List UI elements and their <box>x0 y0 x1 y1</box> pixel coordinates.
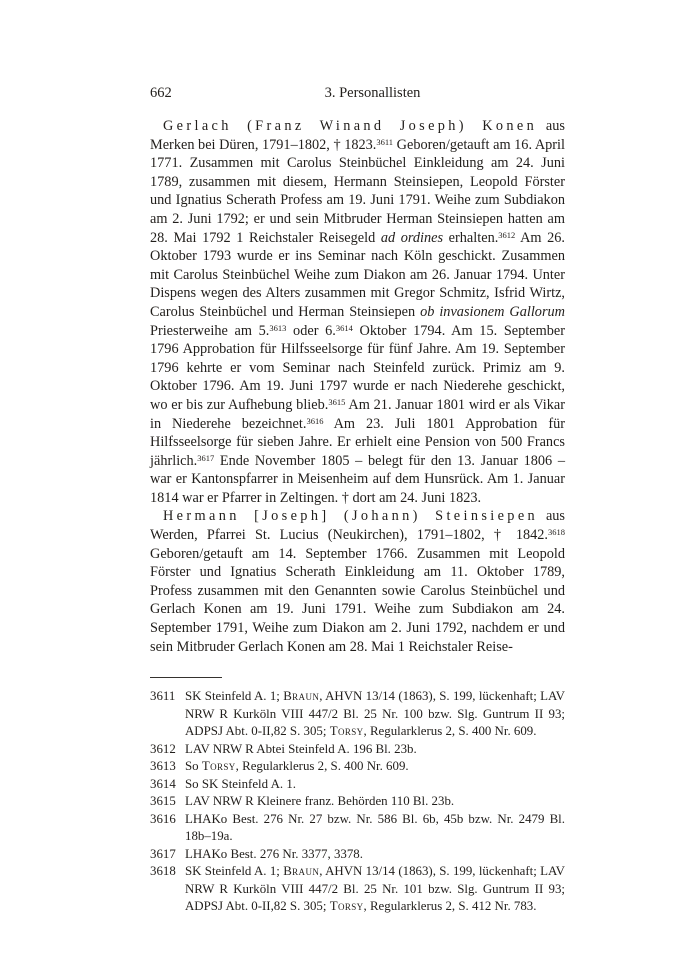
footnote-list <box>150 688 565 916</box>
footnote-text <box>185 863 565 916</box>
footnote-marker: 3614 <box>335 322 353 333</box>
text-segment: , Regularklerus 2, S. 412 Nr. 783. <box>363 899 537 914</box>
text-segment: LAV NRW R Abtei Steinfeld A. 196 Bl. 23b. <box>185 741 417 756</box>
text-segment: So <box>185 759 202 774</box>
letterspaced-name: Gerlach (Franz Winand Joseph) Konen <box>163 118 538 134</box>
footnote-text <box>185 846 565 864</box>
footnote-item <box>150 846 565 864</box>
text-segment: SK Steinfeld A. 1; <box>185 689 284 704</box>
text-segment: oder 6. <box>286 322 336 339</box>
italic-text-segment: ob invasionem Gallorum <box>420 303 565 320</box>
footnote-number: 3611 <box>150 689 176 704</box>
footnote-marker: 3617 <box>197 452 215 463</box>
footnote-item <box>150 776 565 794</box>
paragraph <box>150 507 565 656</box>
footnote-marker: 3618 <box>548 527 565 538</box>
text-segment: erhalten. <box>443 229 499 246</box>
footnote-item <box>150 688 565 741</box>
text-segment: , Regularklerus 2, S. 400 Nr. 609. <box>363 724 537 739</box>
text-segment: SK Steinfeld A. 1; <box>185 864 284 879</box>
page-number: 662 <box>150 85 172 101</box>
footnote-number: 3615 <box>150 794 176 809</box>
footnote-number: 3614 <box>150 776 176 791</box>
text-segment: Am 23. Juli 1801 Approbation für Hilfsseelsorge für sieben Jahre. Er erhielt eine Pension von 500 Francs jährlich. <box>150 415 565 469</box>
footnote-marker: 3616 <box>306 415 324 426</box>
text-segment: Ende November 1805 – belegt für den 13. Januar 1806 – war er Kantonspfarrer in Meisenheim auf dem Hunsrück. Am 1. Januar 1814 war er Pfarrer in Zeltingen. † dort am 24. Juni 1823. <box>150 452 565 506</box>
footnote-number: 3618 <box>150 864 176 879</box>
footnote-separator-rule <box>150 677 222 678</box>
body-text <box>150 117 565 656</box>
smallcaps-author-name: Torsy <box>329 724 364 739</box>
text-segment: , Regularklerus 2, S. 400 Nr. 609. <box>235 759 409 774</box>
footnote-item <box>150 811 565 846</box>
text-segment: aus Merken bei Düren, 1791–1802, † 1823. <box>150 118 565 153</box>
footnote-marker: 3611 <box>376 136 394 147</box>
page-header <box>150 84 565 102</box>
text-segment: Am 26. Oktober 1793 wurde er ins Seminar nach Köln geschickt. Zusammen mit Carolus Steinbüchel Weihe zum Diakon am 26. Januar 1794. Unter Dispens wegen des Alters zusammen mit Gregor Schmitz, Isfrid Wirtz, Carolus Steinbüchel und Herman Steinsiepen <box>150 229 565 320</box>
footnote-number: 3617 <box>150 846 176 861</box>
text-segment: LAV NRW R Kleinere franz. Behörden 110 Bl. 23b. <box>185 794 455 809</box>
smallcaps-author-name: Torsy <box>329 899 364 914</box>
text-segment: Geboren/getauft am 14. September 1766. Zusammen mit Leopold Förster und Ignatius Scherath Einkleidung am 11. Oktober 1789, Profess zusammen mit den Genannten sowie Carolus Steinbüchel und Gerlach Konen am 19. Juni 1791. Weihe zum Subdiakon am 24. September 1791, Weihe zum Diakon am 2. Juni 1792, nachdem er und sein Mitbruder Gerlach Konen am 28. Mai 1 Reichstaler Reise- <box>150 545 565 655</box>
footnote-marker: 3613 <box>269 322 287 333</box>
letterspaced-name: Hermann [Joseph] (Johann) Steinsiepen <box>163 508 539 525</box>
italic-text-segment: ad ordines <box>380 229 444 246</box>
running-title: 3. Personallisten <box>324 85 421 101</box>
footnote-text <box>185 741 565 759</box>
footnote-number: 3616 <box>150 811 176 826</box>
footnote-marker: 3615 <box>328 397 346 408</box>
paragraph <box>150 117 565 507</box>
footnote-item <box>150 793 565 811</box>
text-segment: , AHVN 13/14 (1863), S. 199, lückenhaft; LAV NRW R Kurköln VIII 447/2 Bl. 25 Nr. 100 bzw. Slg. Guntrum II 93; ADPSJ Abt. 0-II,82 S. 305; <box>185 689 565 739</box>
text-segment: aus Werden, Pfarrei St. Lucius (Neukirchen), 1791–1802, † 1842. <box>150 508 565 544</box>
footnote-text <box>185 793 565 811</box>
footnote-number: 3613 <box>150 759 176 774</box>
footnote-text <box>185 811 565 846</box>
footnote-text <box>185 688 565 741</box>
footnote-marker: 3612 <box>498 229 516 240</box>
smallcaps-author-name: Braun <box>283 689 320 704</box>
footnote-item <box>150 741 565 759</box>
smallcaps-author-name: Braun <box>283 864 320 879</box>
footnotes-section <box>150 677 565 916</box>
footnote-item <box>150 863 565 916</box>
text-segment: LHAKo Best. 276 Nr. 27 bzw. Nr. 586 Bl. 6b, 45b bzw. Nr. 2479 Bl. 18b–19a. <box>185 811 565 844</box>
text-segment: Oktober 1794. Am 15. September 1796 Approbation für Hilfsseelsorge für fünf Jahre. Am 19. September 1796 kehrte er vom Seminar nach Steinfeld zurück. Primiz am 9. Oktober 1796. Am 19. Juni 1797 wurde er nach Niederehe geschickt, wo er bis zur Aufhebung blieb. <box>150 322 565 413</box>
footnote-number: 3612 <box>150 741 176 756</box>
footnote-text <box>185 776 565 794</box>
text-segment: , AHVN 13/14 (1863), S. 199, lückenhaft; LAV NRW R Kurköln VIII 447/2 Bl. 25 Nr. 101 bzw. Slg. Guntrum II 93; ADPSJ Abt. 0-II,82 S. 305; <box>185 864 565 914</box>
footnote-text <box>185 758 565 776</box>
text-segment: LHAKo Best. 276 Nr. 3377, 3378. <box>185 846 363 861</box>
footnote-item <box>150 758 565 776</box>
text-segment: Priesterweihe am 5. <box>150 322 270 339</box>
text-segment: Am 21. Januar 1801 wird er als Vikar in Niederehe bezeichnet. <box>150 396 565 432</box>
text-segment: So SK Steinfeld A. 1. <box>185 776 297 791</box>
text-segment: Geboren/getauft am 16. April 1771. Zusammen mit Carolus Steinbüchel Einkleidung am 24. Juni 1789, zusammen mit diesem, Hermann Steinsiepen, Leopold Förster und Ignatius Scherath Profess am 19. Juni 1791. Weihe zum Subdiakon am 2. Juni 1792; er und sein Mitbruder Herman Steinsiepen hatten am 28. Mai 1792 1 Reichstaler Reisegeld <box>150 136 565 246</box>
smallcaps-author-name: Torsy <box>201 759 236 774</box>
